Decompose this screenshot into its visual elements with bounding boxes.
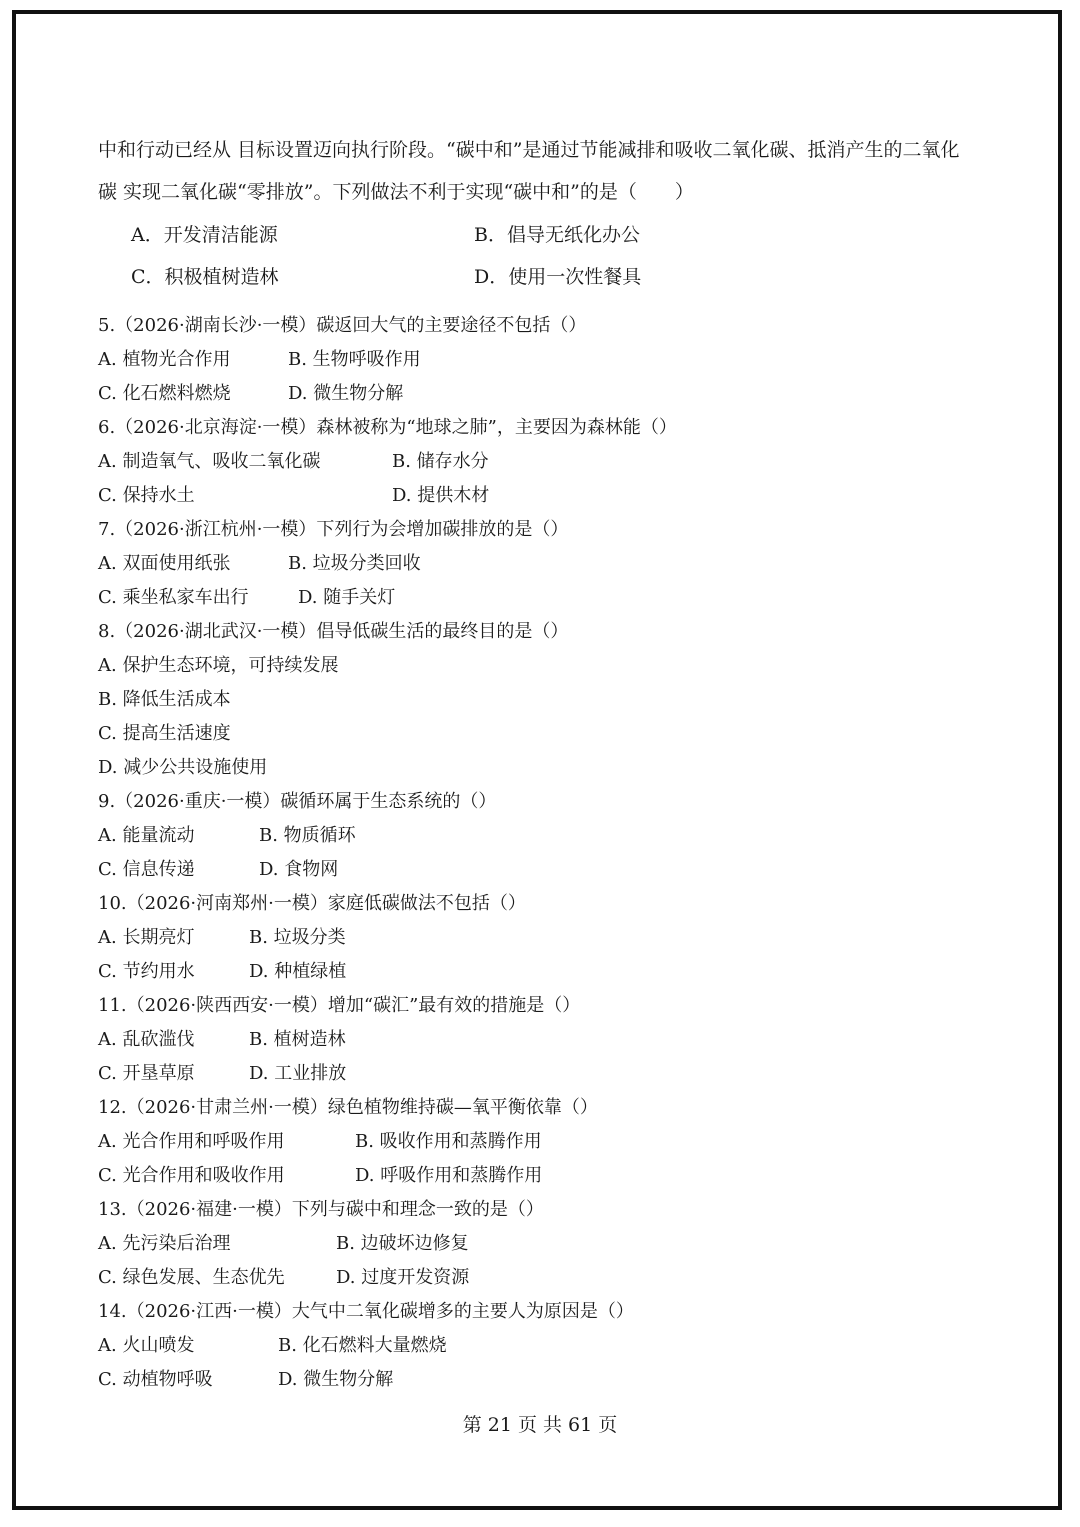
question-5-option-b: B. 生物呼吸作用: [288, 349, 421, 370]
question-4-text-line-2: 碳 实现二氧化碳“零排放”。下列做法不利于实现“碳中和”的是（ ）: [98, 181, 694, 203]
question-5-option-c: C. 化石燃料燃烧: [98, 383, 231, 404]
question-9-option-d: D. 食物网: [259, 859, 339, 880]
question-4-option-b: B．倡导无纸化办公: [474, 224, 640, 246]
question-11-option-b: B. 植树造林: [249, 1029, 346, 1050]
question-14-option-c: C. 动植物呼吸: [98, 1369, 213, 1390]
question-11-option-a: A. 乱砍滥伐: [98, 1029, 195, 1050]
question-9-option-b: B. 物质循环: [259, 825, 356, 846]
question-13-option-a: A. 先污染后治理: [98, 1233, 231, 1254]
question-12-stem: 12.（2026·甘肃兰州·一模）绿色植物维持碳—氧平衡依靠（）: [98, 1097, 598, 1118]
question-5-option-d: D. 微生物分解: [288, 383, 404, 404]
question-5-stem: 5.（2026·湖南长沙·一模）碳返回大气的主要途径不包括（）: [98, 315, 587, 336]
question-4-text-line-1: 中和行动已经从 目标设置迈向执行阶段。“碳中和”是通过节能减排和吸收二氧化碳、抵消产生的二氧化: [98, 139, 960, 161]
question-11-option-c: C. 开垦草原: [98, 1063, 195, 1084]
question-11-option-d: D. 工业排放: [249, 1063, 347, 1084]
question-9-stem: 9.（2026·重庆·一模）碳循环属于生态系统的（）: [98, 791, 497, 812]
question-8-option-a: A. 保护生态环境，可持续发展: [98, 655, 339, 676]
question-14-option-d: D. 微生物分解: [278, 1369, 394, 1390]
question-8-stem: 8.（2026·湖北武汉·一模）倡导低碳生活的最终目的是（）: [98, 621, 569, 642]
question-6-option-b: B. 储存水分: [392, 451, 489, 472]
question-10-option-d: D. 种植绿植: [249, 961, 347, 982]
question-4-option-d: D．使用一次性餐具: [474, 266, 642, 288]
question-7-stem: 7.（2026·浙江杭州·一模）下列行为会增加碳排放的是（）: [98, 519, 569, 540]
question-9-option-a: A. 能量流动: [98, 825, 195, 846]
question-12-option-b: B. 吸收作用和蒸腾作用: [355, 1131, 542, 1152]
question-14-option-b: B. 化石燃料大量燃烧: [278, 1335, 447, 1356]
question-10-option-b: B. 垃圾分类: [249, 927, 346, 948]
question-12-option-a: A. 光合作用和呼吸作用: [98, 1131, 285, 1152]
question-9-option-c: C. 信息传递: [98, 859, 195, 880]
question-7-option-d: D. 随手关灯: [298, 587, 396, 608]
question-13-stem: 13.（2026·福建·一模）下列与碳中和理念一致的是（）: [98, 1199, 544, 1220]
question-8-option-d: D. 减少公共设施使用: [98, 757, 268, 778]
question-12-option-d: D. 呼吸作用和蒸腾作用: [355, 1165, 543, 1186]
question-14-option-a: A. 火山喷发: [98, 1335, 195, 1356]
question-6-option-a: A. 制造氧气、吸收二氧化碳: [98, 451, 321, 472]
question-8-option-b: B. 降低生活成本: [98, 689, 231, 710]
question-7-option-b: B. 垃圾分类回收: [288, 553, 421, 574]
question-12-option-c: C. 光合作用和吸收作用: [98, 1165, 285, 1186]
question-6-stem: 6.（2026·北京海淀·一模）森林被称为“地球之肺”，主要因为森林能（）: [98, 417, 677, 438]
question-7-option-c: C. 乘坐私家车出行: [98, 587, 249, 608]
question-6-option-d: D. 提供木材: [392, 485, 490, 506]
question-8-option-c: C. 提高生活速度: [98, 723, 231, 744]
question-14-stem: 14.（2026·江西·一模）大气中二氧化碳增多的主要人为原因是（）: [98, 1301, 634, 1322]
question-13-option-c: C. 绿色发展、生态优先: [98, 1267, 285, 1288]
question-13-option-b: B. 边破坏边修复: [336, 1233, 469, 1254]
question-13-option-d: D. 过度开发资源: [336, 1267, 470, 1288]
question-10-stem: 10.（2026·河南郑州·一模）家庭低碳做法不包括（）: [98, 893, 526, 914]
question-6-option-c: C. 保持水土: [98, 485, 195, 506]
question-10-option-a: A. 长期亮灯: [98, 927, 195, 948]
question-10-option-c: C. 节约用水: [98, 961, 195, 982]
question-5-option-a: A. 植物光合作用: [98, 349, 231, 370]
question-7-option-a: A. 双面使用纸张: [98, 553, 231, 574]
question-4-option-a: A．开发清洁能源: [131, 224, 278, 246]
question-4-option-c: C．积极植树造林: [131, 266, 279, 288]
page-number-footer: 第 21 页 共 61 页: [462, 1414, 618, 1436]
question-11-stem: 11.（2026·陕西西安·一模）增加“碳汇”最有效的措施是（）: [98, 995, 581, 1016]
